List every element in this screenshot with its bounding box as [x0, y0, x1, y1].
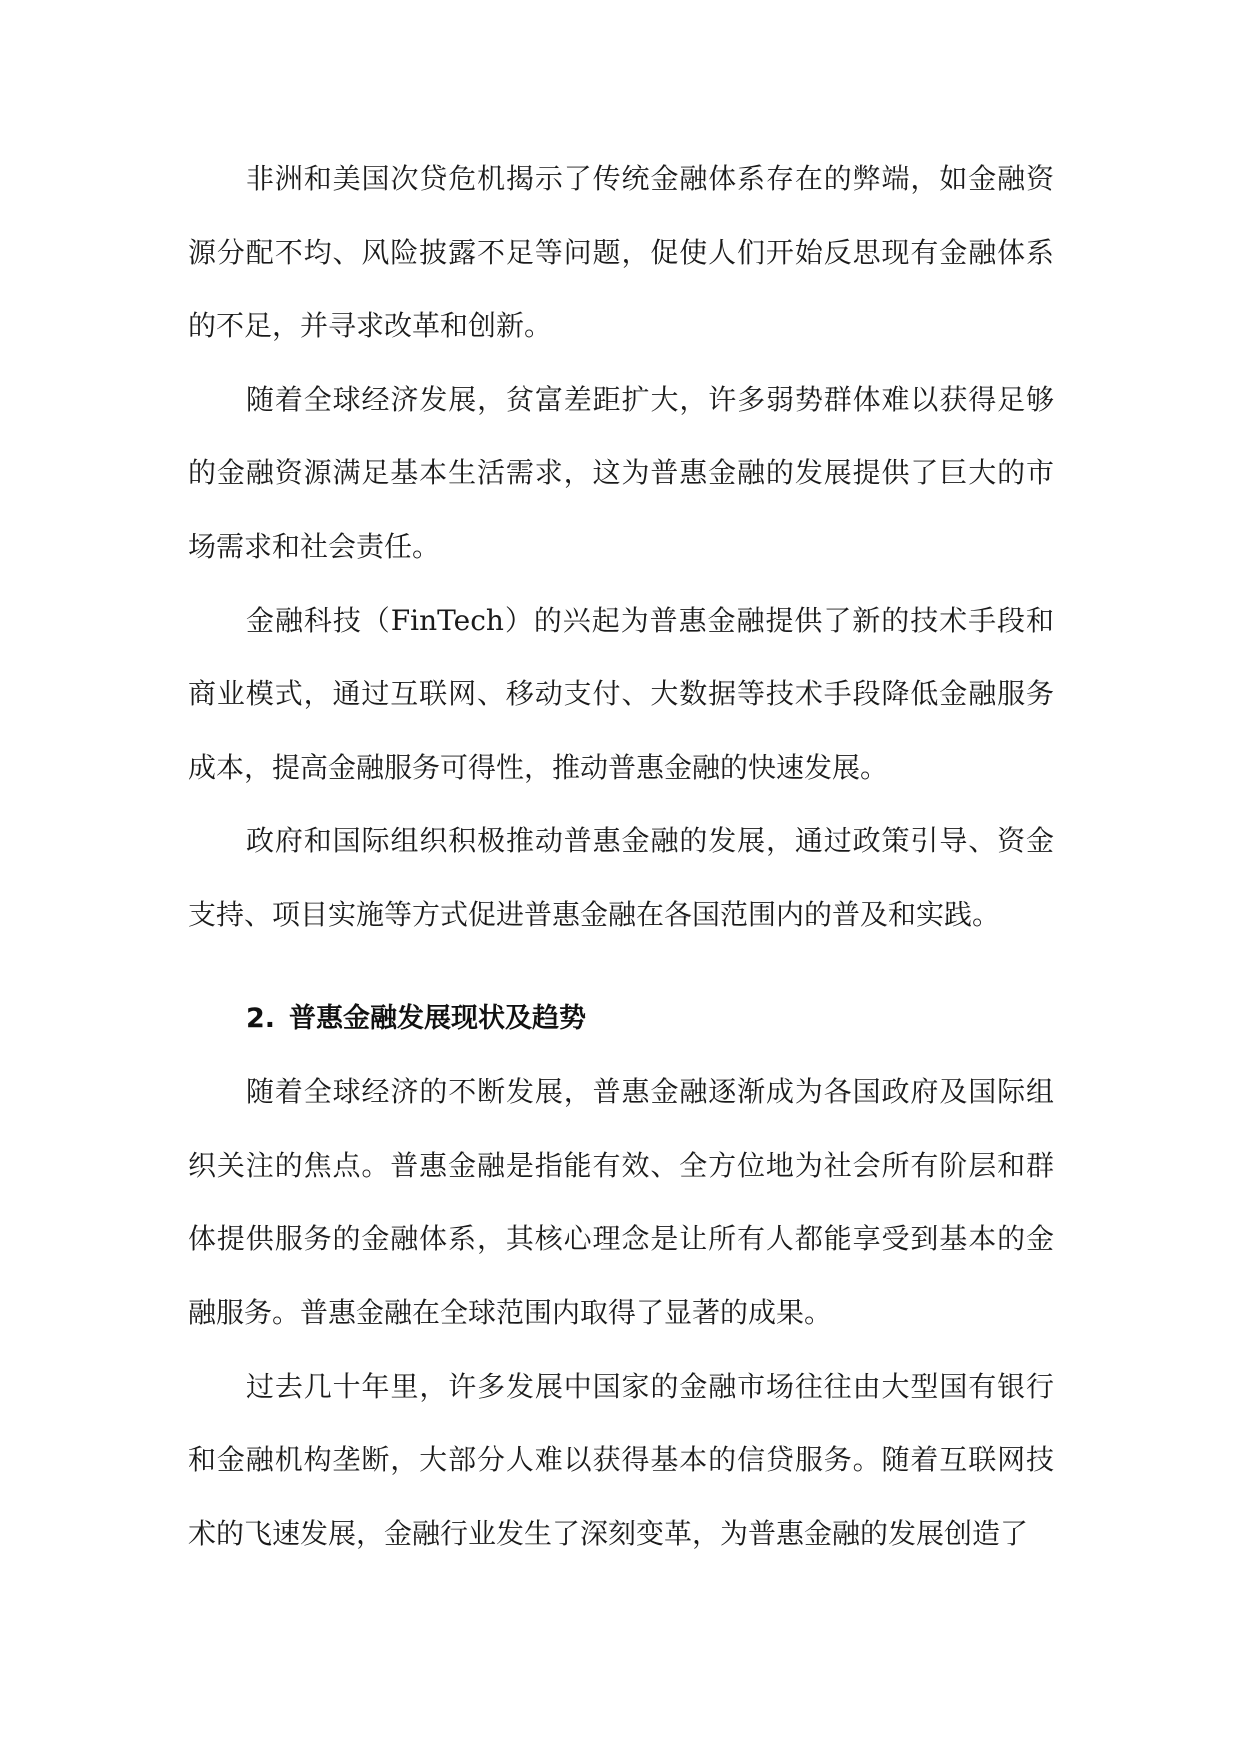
paragraph-fintech: 金融科技（FinTech）的兴起为普惠金融提供了新的技术手段和商业模式，通过互联网、移动支付、大数据等技术手段降低金融服务成本，提高金融服务可得性，推动普惠金融的快速发展。 [188, 603, 1054, 784]
paragraph-wealth-gap: 随着全球经济发展，贫富差距扩大，许多弱势群体难以获得足够的金融资源满足基本生活需求，这为普惠金融的发展提供了巨大的市场需求和社会责任。 [188, 382, 1054, 563]
document-body [188, 142, 1054, 1570]
paragraph-crisis-lessons: 非洲和美国次贷危机揭示了传统金融体系存在的弊端，如金融资源分配不均、风险披露不足等问题，促使人们开始反思现有金融体系的不足，并寻求改革和创新。 [188, 162, 1054, 343]
section-heading [188, 982, 1054, 1056]
paragraph-current-status: 随着全球经济的不断发展，普惠金融逐渐成为各国政府及国际组织关注的焦点。普惠金融是指能有效、全方位地为社会所有阶层和群体提供服务的金融体系，其核心理念是让所有人都能享受到基本的金融服务。普惠金融在全球范围内取得了显著的成果。 [188, 1075, 1054, 1329]
paragraph-history: 过去几十年里，许多发展中国家的金融市场往往由大型国有银行和金融机构垄断，大部分人难以获得基本的信贷服务。随着互联网技术的飞速发展，金融行业发生了深刻变革，为普惠金融的发展创造了 [188, 1369, 1054, 1550]
section-title: 普惠金融发展现状及趋势 [289, 1002, 587, 1034]
paragraph-government-support: 政府和国际组织积极推动普惠金融的发展，通过政策引导、资金支持、项目实施等方式促进普惠金融在各国范围内的普及和实践。 [188, 824, 1054, 931]
section-number: 2. [246, 1002, 276, 1034]
